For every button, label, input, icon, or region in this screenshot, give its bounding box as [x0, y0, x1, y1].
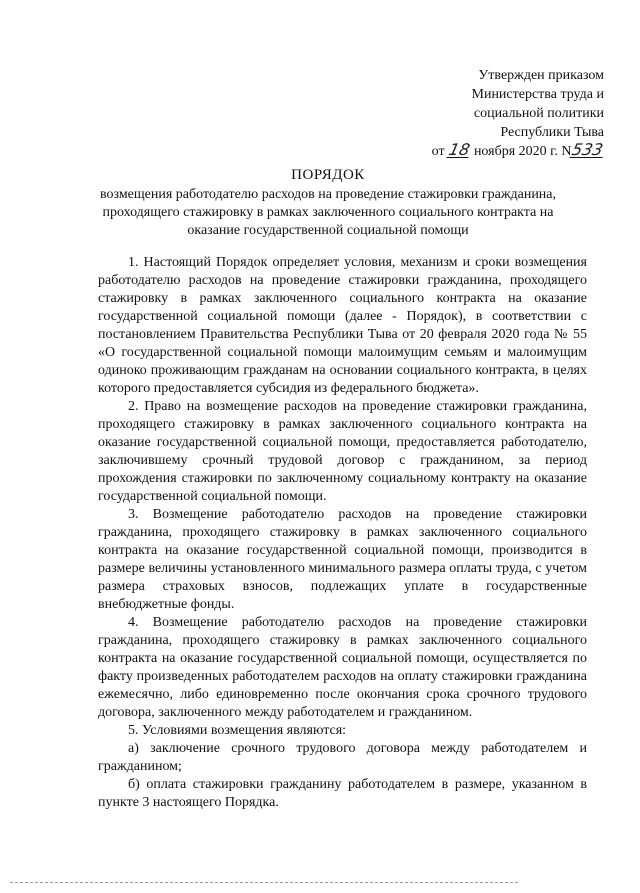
approval-line: Министерства труда и [471, 87, 604, 102]
approval-block [418, 66, 604, 161]
approval-line: Утвержден приказом [478, 68, 604, 83]
paragraph-1: 1. Настоящий Порядок определяет условия, механизм и сроки возмещения работодателю расходов на проведение стажировки гражданина, проходящего стажировку в рамках заключенного социального контракта на оказание государственной социальной помощи (далее - Порядок), в соответствии с постановлением Правительства Республики Тыва от 20 февраля 2020 года № 55 «О государственной социальной помощи малоимущим семьям и малоимущим одиноко проживающим гражданам на основании социального контракта, в целях которого предоставляется субсидия из федерального бюджета». [98, 255, 587, 396]
date-rest: ноября 2020 г. N [473, 144, 572, 159]
paragraph-4: 4. Возмещение работодателю расходов на проведение стажировки гражданина, проходящего стажировку в рамках заключенного социального контракта на оказание государственной социальной помощи, осуществляется по факту произведенных работодателем расходов на оплату стажировки гражданина ежемесячно, либо единовременно после окончания срока срочного трудового договора, заключенного между работодателем и гражданином. [98, 615, 587, 720]
document-title [70, 166, 586, 240]
approval-date-line [418, 142, 604, 161]
page-bottom-divider [10, 882, 518, 883]
approval-line: Республики Тыва [500, 125, 604, 140]
paragraph-5a: а) заключение срочного трудового договора между работодателем и гражданином; [98, 741, 587, 774]
paragraph-5b: б) оплата стажировки гражданину работодателем в размере, указанном в пункте 3 настоящего Порядка. [98, 777, 587, 810]
paragraph-2: 2. Право на возмещение расходов на проведение стажировки гражданина, проходящего стажировку в рамках заключенного социального контракта на оказание государственной социальной помощи, предоставляется работодателю, заключившему срочный трудовой договор с гражданином, за период прохождения стажировки по заключенному социальному контракту на оказание государственной социальной помощи. [98, 399, 587, 504]
approval-line: социальной политики [473, 106, 604, 121]
paragraph-5: 5. Условиями возмещения являются: [128, 723, 347, 738]
title-line: возмещения работодателю расходов на проведение стажировки гражданина, [99, 187, 557, 202]
handwritten-day: 18 [447, 140, 472, 159]
document-body [98, 254, 587, 812]
date-prefix: от [431, 144, 445, 159]
title-line: проходящего стажировку в рамках заключенного социального контракта на [102, 205, 554, 220]
title-heading: ПОРЯДОК [291, 167, 365, 183]
handwritten-order-number: 533 [570, 140, 606, 159]
paragraph-3: 3. Возмещение работодателю расходов на проведение стажировки гражданина, проходящего стажировку в рамках заключенного социального контракта на оказание государственной социальной помощи, производится в размере величины установленного минимального размера оплаты труда, с учетом размера страховых взносов, подлежащих уплате в государственные внебюджетные фонды. [98, 507, 587, 612]
title-line: оказание государственной социальной помощи [187, 223, 469, 238]
